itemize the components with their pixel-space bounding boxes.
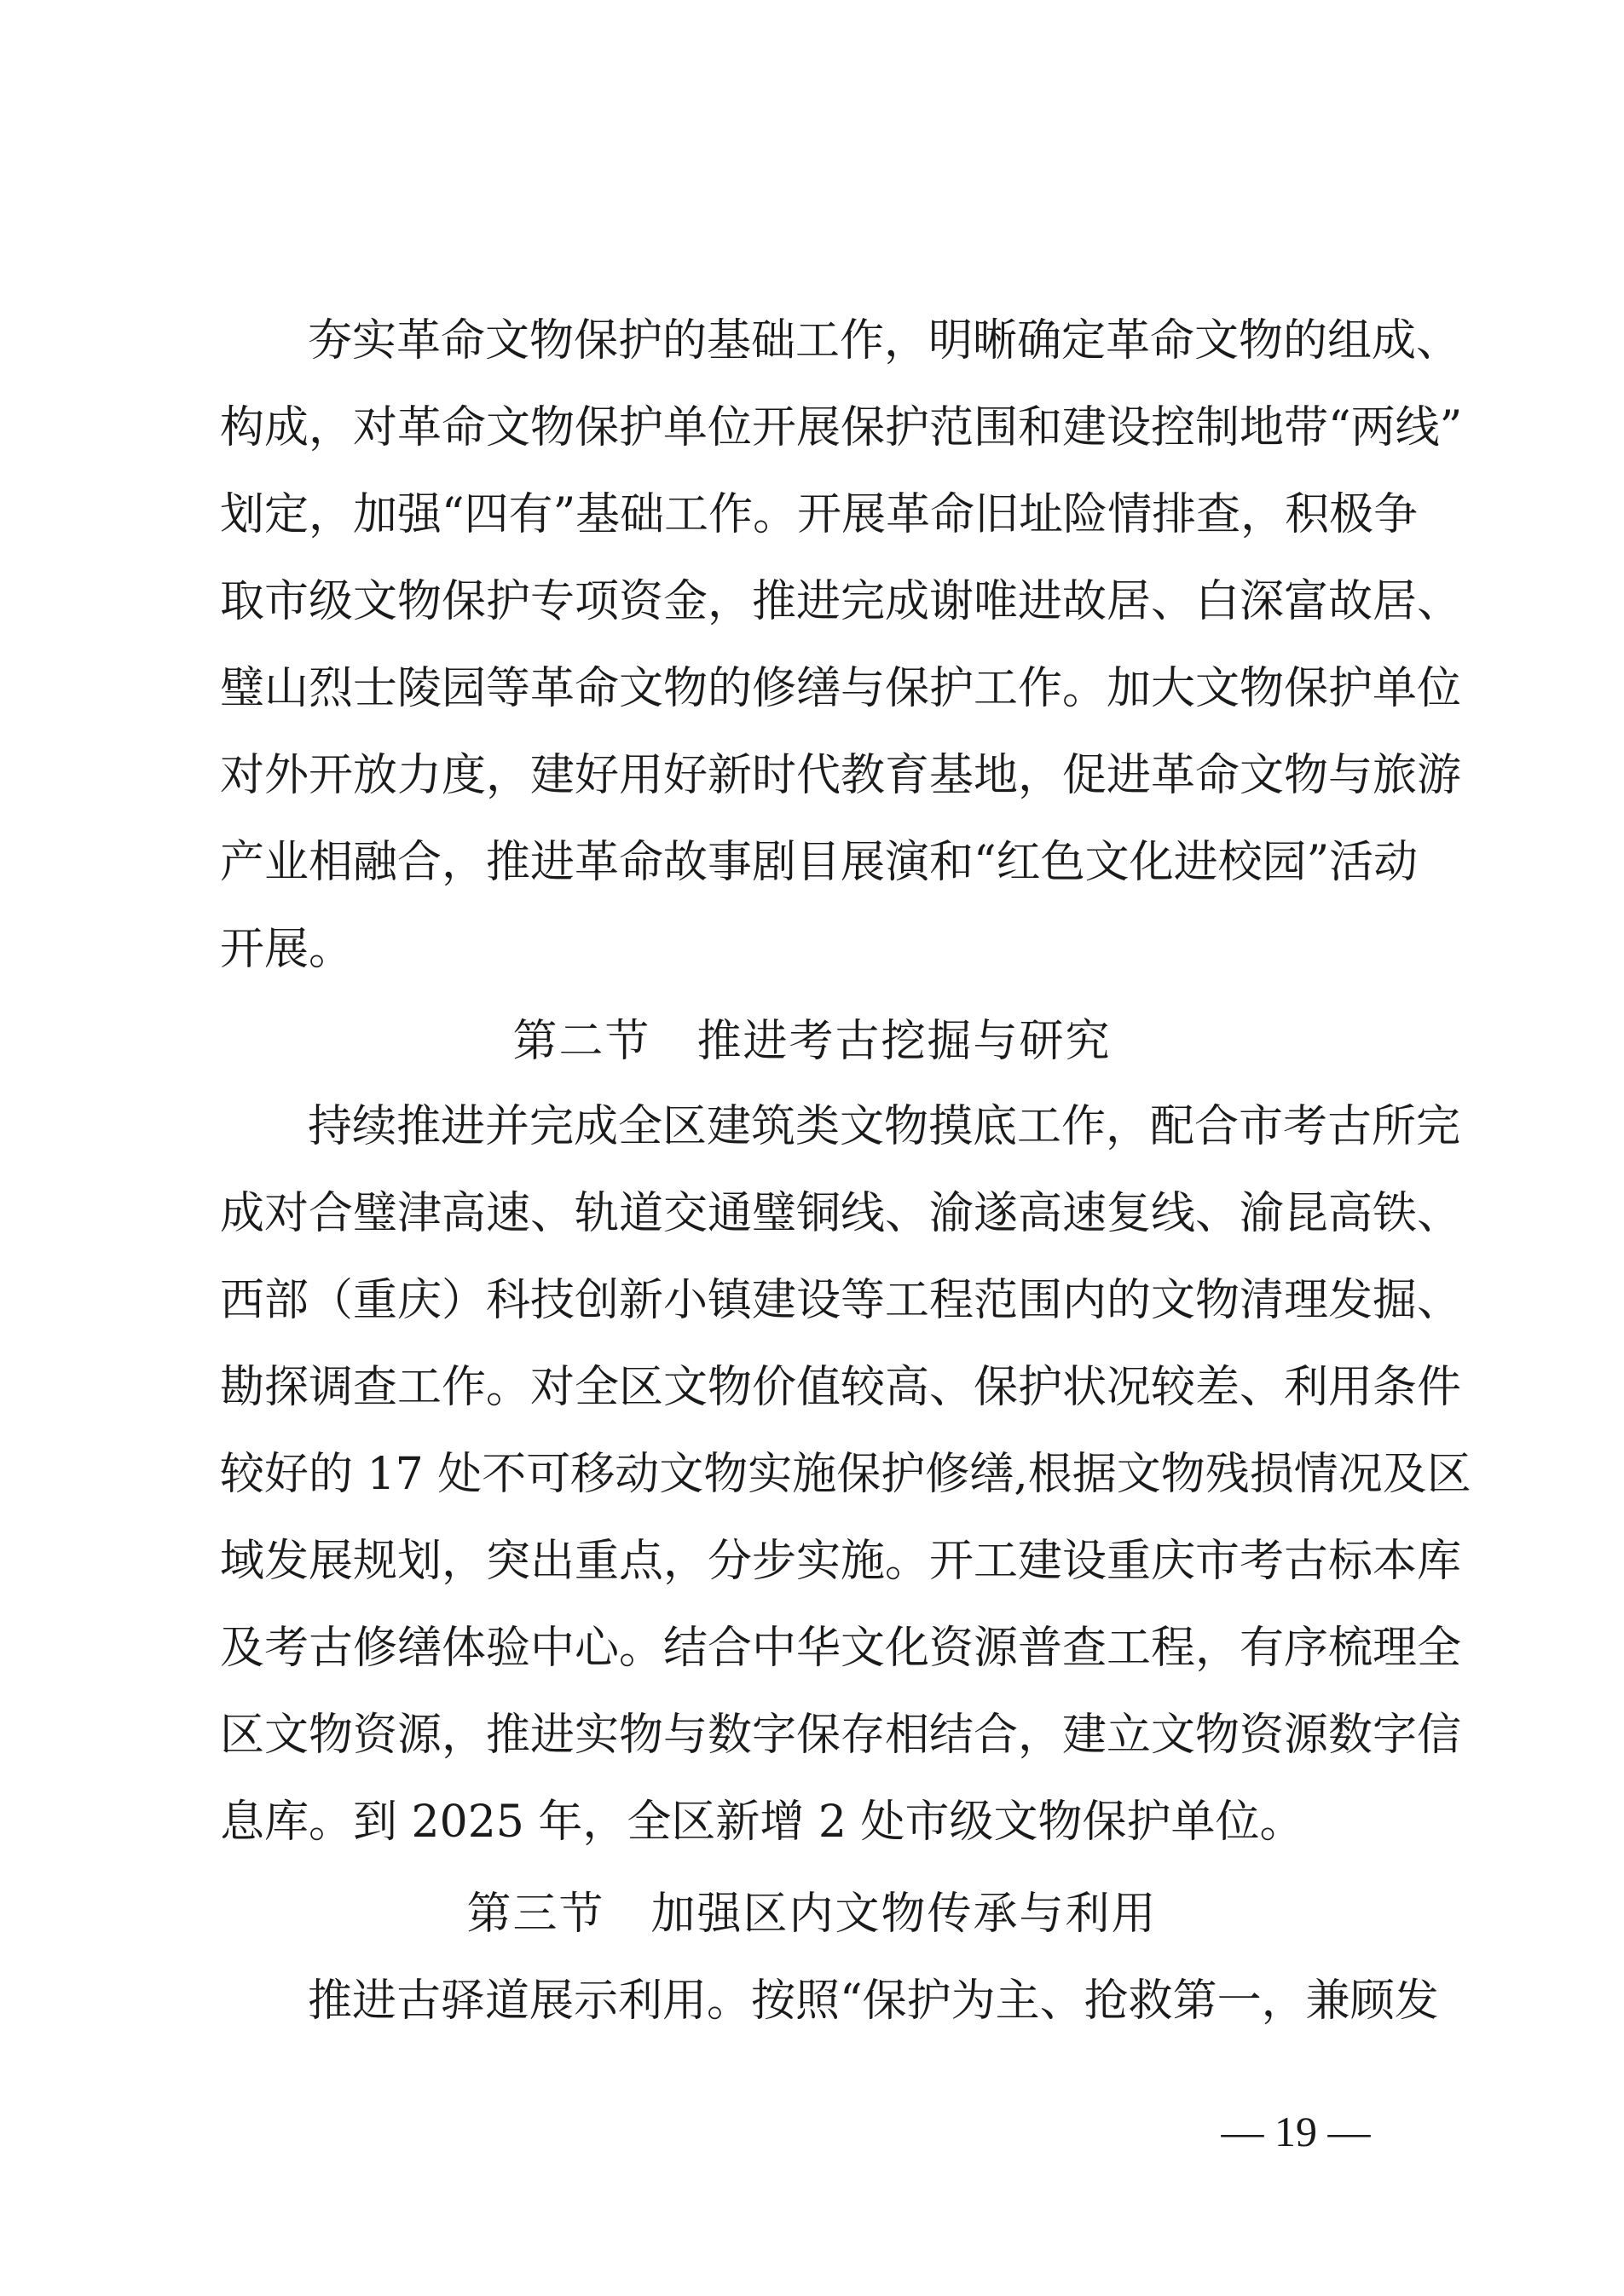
- section2-line: 及考古修缮体验中心。结合中华文化资源普查工程，有序梳理全: [220, 1623, 1462, 1674]
- paragraph1-line: 取市级文物保护专项资金，推进完成谢唯进故居、白深富故居、: [220, 576, 1462, 627]
- paragraph1-line: 璧山烈士陵园等革命文物的修缮与保护工作。加大文物保护单位: [220, 663, 1462, 714]
- section2-line: 域发展规划，突出重点，分步实施。开工建设重庆市考古标本库: [220, 1536, 1462, 1587]
- section2-line: 息库。到 2025 年，全区新增 2 处市级文物保护单位。: [220, 1797, 1304, 1848]
- paragraph1-line: 产业相融合，推进革命故事剧目展演和“红色文化进校园”活动: [220, 837, 1419, 888]
- paragraph1-line: 划定，加强“四有”基础工作。开展革命旧址险情排查，积极争: [220, 489, 1419, 540]
- section2-line: 持续推进并完成全区建筑类文物摸底工作，配合市考古所完: [308, 1101, 1461, 1152]
- section2-line: 勘探调查工作。对全区文物价值较高、保护状况较差、利用条件: [220, 1362, 1462, 1413]
- paragraph1-line: 开展。: [220, 924, 354, 975]
- section2-line: 成对合璧津高速、轨道交通璧铜线、渝遂高速复线、渝昆高铁、: [220, 1188, 1462, 1239]
- section3-line: 推进古驿道展示利用。按照“保护为主、抢救第一，兼顾发: [308, 1976, 1439, 2027]
- section2-heading: 第二节 推进考古挖掘与研究: [512, 1016, 1112, 1067]
- page-number: — 19 —: [1221, 2108, 1371, 2155]
- section2-line: 区文物资源，推进实物与数字保存相结合，建立文物资源数字信: [220, 1710, 1462, 1761]
- paragraph1-line: 夯实革命文物保护的基础工作，明晰确定革命文物的组成、: [308, 315, 1461, 366]
- section2-line: 较好的 17 处不可移动文物实施保护修缮,根据文物残损情况及区: [220, 1449, 1471, 1500]
- paragraph1-line: 对外开放力度，建好用好新时代教育基地，促进革命文物与旅游: [220, 750, 1462, 801]
- section2-line: 西部（重庆）科技创新小镇建设等工程范围内的文物清理发掘、: [220, 1275, 1462, 1326]
- section3-heading: 第三节 加强区内文物传承与利用: [466, 1889, 1158, 1940]
- paragraph1-line: 构成，对革命文物保护单位开展保护范围和建设控制地带“两线”: [220, 402, 1463, 453]
